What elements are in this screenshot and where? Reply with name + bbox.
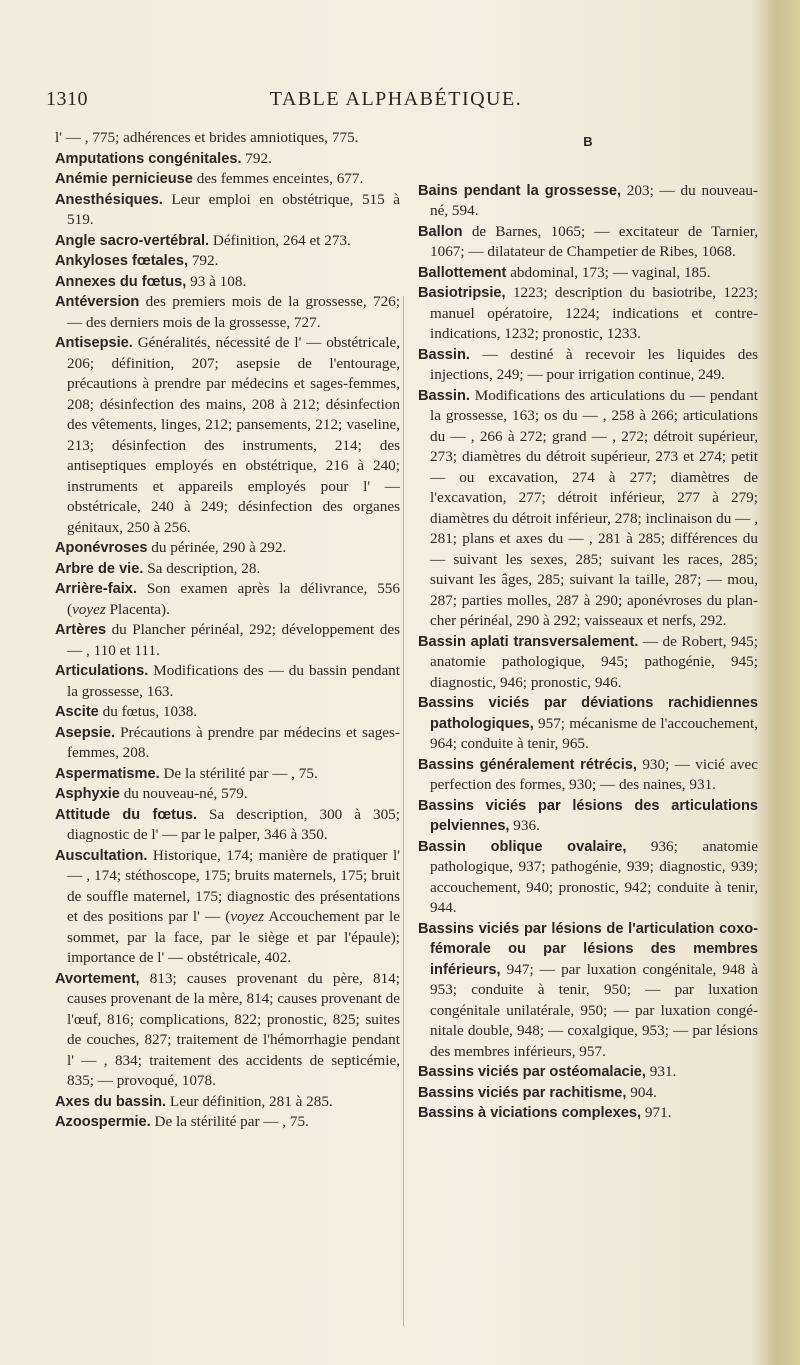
index-entry [418, 222, 758, 263]
entry-term: Azoospermie. [55, 1114, 151, 1130]
entry-text: du Plancher périnéal, 292; développement des — , 110 et 111. [67, 621, 400, 659]
index-entry [55, 128, 400, 149]
index-entry [55, 272, 400, 293]
entry-term: Articulations. [55, 663, 149, 679]
entry-text-after: Accouchement par le sommet, par la face, par le siège et par l'épaule); importance de l' — obstétricale, 402. [67, 908, 400, 966]
entry-text: De la stérilité par — , 75. [159, 764, 318, 782]
index-entry [55, 333, 400, 538]
entry-term: Bassin. [418, 387, 470, 404]
index-entry [55, 764, 400, 785]
entry-text: — destiné à recevoir les liquides des injections, 249; — pour irrigation continue, 249. [430, 345, 758, 383]
left-column [55, 128, 400, 1133]
entry-text: Définition, 264 et 273. [209, 231, 351, 249]
index-entry [418, 919, 758, 1063]
entry-term: Aponévroses [55, 540, 148, 556]
entry-text: Historique, 174; manière de pratiquer l' — , 174; stéthoscope, 175; bruits maternels, 175; bruit de souffle maternel, 175; diagnostic des présentations et des positions par l' — ( [67, 846, 400, 925]
entry-text: De la stérilité par — , 75. [150, 1113, 309, 1130]
entry-text: 1223; description du basiotribe, 1223; manuel opératoire, 1224; indications et contre-indications, 1232; pronostic, 1233. [430, 284, 758, 342]
index-entry [55, 149, 400, 170]
entry-text: Modifications des articulations du — pendant la grossesse, 163; os du — , 258 à 266; articulations du — , 266 à 272; grand — , 272; détroit supérieur, 273; diamètres du détroit supérieur, 273 et 274; petit — ou excavation, 274 à 277; diamètres de l'excavation, 277; détroit inférieur, 277 à 279; diamètres du détroit inférieur, 278; inclinaison du — , 281; plans et axes du — , 281 à 285; différences du — suivant les sexes, 285; suivant les races, 285; suivant les âges, 285; suivant la taille, 287; — mou, 287; parties molles, 287 à 290; aponévroses du plancher périnéal, 290 à 292; vaisseaux et nerfs, 292. [430, 386, 758, 629]
index-entry [55, 661, 400, 702]
entry-term: Ascite [55, 704, 99, 720]
entry-term: Axes du bassin. [55, 1093, 167, 1110]
entry-text: des premiers mois de la grossesse, 726; — des derniers mois de la grossesse, 727. [67, 293, 400, 331]
entry-term: Artères [55, 622, 107, 638]
entry-text: abdominal, 173; — vaginal, 185. [506, 263, 711, 281]
right-column [418, 132, 758, 1124]
entry-term: Bassins viciés par rachitisme, [418, 1084, 627, 1101]
entry-term: Ballon [418, 223, 463, 240]
index-entry [55, 784, 400, 805]
entry-text: Son examen après la délivrance, 556 ( [67, 580, 400, 618]
entry-text: Sa description, 300 à 305; diagnostic de l' — par le palper, 346 à 350. [67, 805, 400, 843]
section-letter: B [583, 134, 593, 149]
entry-term: Bassins viciés par déviations rachidiennes pathologiques, [418, 695, 758, 732]
entry-term: Arrière-faix. [55, 581, 137, 597]
running-title: TABLE ALPHABÉTIQUE. [269, 88, 523, 110]
entry-text: du périnée, 290 à 292. [147, 539, 287, 556]
index-entry [418, 837, 758, 919]
entry-term: Bassin. [418, 346, 470, 363]
entry-term: Amputations congénitales. [55, 150, 242, 167]
entry-text: Précautions à prendre par médecins et sages-femmes, 208. [67, 723, 400, 761]
entry-text: Modifications des — du bassin pendant la grossesse, 163. [67, 662, 400, 700]
entry-term: Basiotripsie, [418, 285, 506, 301]
entry-term: Bassins à viciations complexes, [418, 1105, 642, 1121]
index-entry [55, 169, 400, 190]
entry-term: Ankyloses fœtales, [55, 253, 189, 269]
entry-term: Bains pendant la grossesse, [418, 182, 622, 199]
entry-term: Asphyxie [55, 786, 120, 802]
index-entry [418, 1062, 758, 1083]
index-entry [55, 969, 400, 1092]
entry-text: Leur emploi en obstétrique, 515 à 519. [67, 190, 400, 228]
index-entry [55, 1092, 400, 1113]
index-entry [418, 181, 758, 222]
entry-text: 203; — du nouveau-né, 594. [430, 181, 758, 219]
entry-term: Ballottement [418, 264, 507, 281]
entry-crossref: voyez [72, 600, 106, 618]
index-entry [418, 632, 758, 694]
entry-text: Généralités, nécessité de l' — obstétricale, 206; définition, 207; asepsie de l'entourage, précautions à prendre par médecins et sages-femmes, 208; désinfection des mains, 208 à 212; désinfection des vêtements, linges, 212; pansements, 212; vaseline, 213; désinfection des instruments, 214; des antiseptiques employés en obstétrique, 216 à 240; instruments et appareils employés pour l' — obstétricale, 240 à 249; désinfection des organes génitaux, 250 à 256. [67, 334, 400, 536]
entry-text: 936. [509, 817, 540, 834]
index-entry [55, 620, 400, 661]
index-entry [55, 579, 400, 620]
index-entry [418, 386, 758, 632]
entry-term: Bassin aplati transversalement. [418, 633, 639, 650]
index-entry [55, 231, 400, 252]
page-number: 1310 [46, 88, 88, 110]
entry-text: 957; mécanisme de l'accouchement, 964; conduite à tenir, 965. [430, 714, 758, 752]
entry-text: 930; — vicié avec perfection des formes, 930; — des naines, 931. [430, 755, 758, 793]
index-entry [55, 251, 400, 272]
entry-term: Bassins viciés par lésions des articulations pelviennes, [418, 797, 758, 834]
index-entry [55, 805, 400, 846]
page-header [46, 88, 746, 118]
entry-text: du fœtus, 1038. [98, 703, 198, 720]
index-entry [418, 345, 758, 386]
entry-text: 792. [241, 149, 272, 167]
entry-term: Antisepsie. [55, 335, 133, 351]
entry-term: Asepsie. [55, 724, 116, 741]
index-entry [418, 693, 758, 755]
index-entry [418, 755, 758, 796]
entry-crossref: voyez [230, 908, 265, 925]
entry-term: Annexes du fœtus, [55, 273, 187, 290]
index-entry [418, 1083, 758, 1104]
entry-term: Arbre de vie. [55, 560, 144, 577]
entry-term: Anémie pernicieuse [55, 171, 193, 187]
entry-text: 813; causes provenant du père, 814; causes provenant de la mère, 814; causes provenant de l'œuf, 816; complications, 822; pronostic, 825; suites de couches, 827; traitement de l'hémorrhagie pendant l' — , 834; traitement des accidents de septicémie, 835; — provoqué, 1078. [67, 969, 400, 1089]
entry-text: 936; anatomie pathologique, 937; pathogénie, 939; diagnostic, 939; accouchement, 940; pronostic, 942; conduite à tenir, 944. [430, 837, 758, 916]
entry-text: l' — , 775; adhérences et brides amniotiques, 775. [55, 129, 359, 146]
entry-text: Sa description, 28. [143, 559, 261, 577]
index-entry [418, 283, 758, 345]
index-entry [55, 538, 400, 559]
entry-term: Attitude du fœtus. [55, 806, 198, 823]
entry-text: 792. [188, 252, 219, 269]
entry-text: 93 à 108. [186, 272, 247, 290]
entry-term: Auscultation. [55, 847, 148, 864]
index-entry [55, 1112, 400, 1133]
index-entry [55, 723, 400, 764]
entry-text: 971. [641, 1104, 672, 1121]
index-entry [418, 263, 758, 284]
index-entry [55, 559, 400, 580]
entry-text: 947; — par luxation congénitale, 948 à 953; conduite à tenir, 950; — par luxation congénitale unilatérale, 950; — par luxation congénitale double, 948; — coxalgique, 953; — par lésions des membres inférieurs, 957. [430, 960, 758, 1060]
entry-term: Bassins viciés par ostéomalacie, [418, 1064, 646, 1080]
entry-text: 931. [645, 1063, 677, 1080]
index-entry [55, 292, 400, 333]
entry-term: Angle sacro-vertébral. [55, 232, 210, 249]
entry-term: Bassin oblique ovalaire, [418, 838, 627, 855]
entry-text-after: Placenta). [105, 600, 170, 618]
entry-term: Avortement, [55, 970, 140, 987]
entry-text: du nouveau-né, 579. [119, 785, 248, 802]
entry-term: Bassins viciés par lésions de l'articulation coxo-fémorale ou par lésions des membres inférieurs, [418, 920, 758, 978]
entry-term: Bassins généralement rétrécis, [418, 756, 637, 773]
index-entry [55, 846, 400, 969]
index-entry [55, 702, 400, 723]
entry-text: de Barnes, 1065; — excitateur de Tarnier, 1067; — dilatateur de Champetier de Ribes, 1068. [430, 222, 758, 260]
entry-text: — de Robert, 945; anatomie pathologique, 945; pathogénie, 945; diagnostic, 946; pronostic, 946. [430, 632, 758, 691]
entry-term: Anesthésiques. [55, 191, 163, 208]
entry-text: 904. [626, 1083, 657, 1101]
index-entry [418, 796, 758, 837]
index-entry [418, 1103, 758, 1124]
entry-text: Leur définition, 281 à 285. [166, 1092, 333, 1110]
entry-term: Antéversion [55, 294, 140, 310]
entry-text: des femmes enceintes, 677. [192, 170, 364, 187]
index-entry [55, 190, 400, 231]
column-divider [403, 296, 404, 1326]
entry-term: Aspermatisme. [55, 765, 160, 782]
